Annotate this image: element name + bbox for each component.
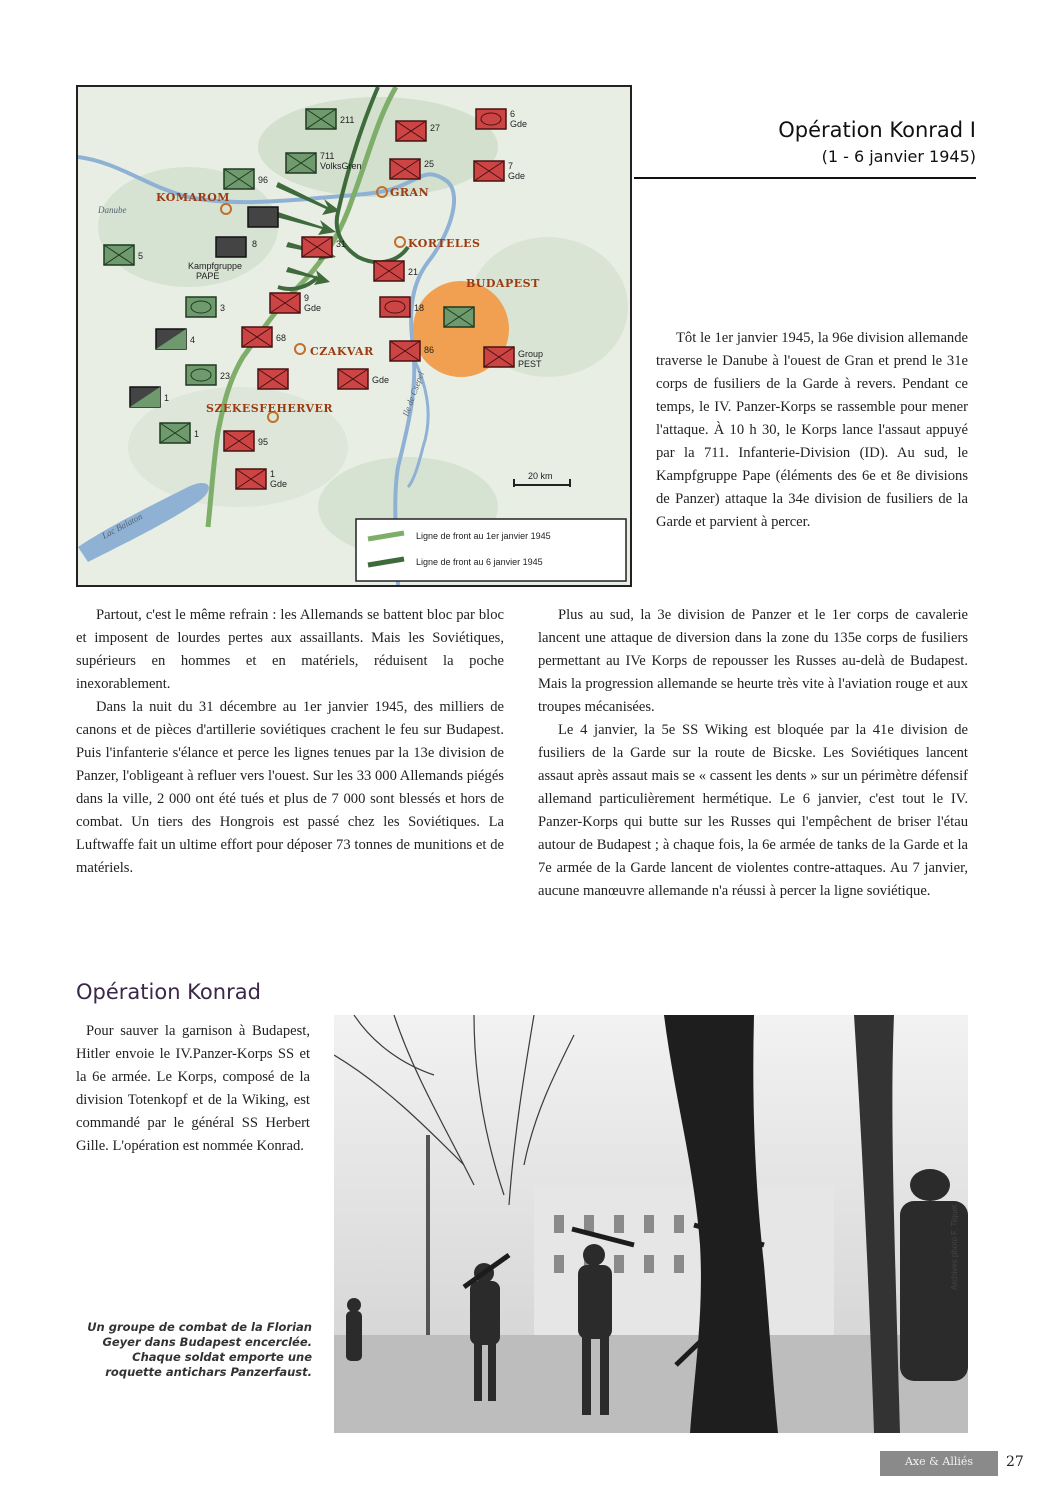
legend-line-1: Ligne de front au 1er janvier 1945 [416,531,551,541]
photo-credit: Archives photo F. Tiquet [950,1204,959,1290]
label-budapest: BUDAPEST [466,277,540,290]
svg-text:18: 18 [414,303,425,313]
label-lac-balaton: Lac Balaton [100,511,145,541]
photo-illustration [334,1015,968,1433]
svg-text:711: 711 [320,151,335,161]
photo-caption: Un groupe de combat de la Florian Geyer dans Budapest encerclée. Chaque soldat emporte une roquette antichars Panzerfaust. [87,1320,312,1379]
section-subtitle-konrad-1: (1 - 6 janvier 1945) [821,147,976,166]
svg-text:1: 1 [270,469,276,479]
section-title-konrad: Opération Konrad [76,980,261,1004]
svg-text:Gde: Gde [510,119,528,129]
svg-text:8: 8 [252,239,258,249]
svg-text:Gde: Gde [304,303,322,313]
svg-text:96: 96 [258,175,269,185]
label-komarom: KOMAROM [156,191,230,204]
svg-text:6: 6 [510,109,516,119]
svg-text:Gde: Gde [508,171,526,181]
svg-text:3: 3 [220,303,226,313]
section-title-konrad-1: Opération Konrad I [778,118,976,142]
svg-text:25: 25 [424,159,435,169]
text-column-right-top [656,327,968,534]
paragraph: Le 4 janvier, la 5e SS Wiking est bloquée par la 41e division de fusiliers de la Garde sur la route de Bicske. Les Soviétiques lancent assaut après assaut mais se « cassent les dents » sur un périmètre défensif allemand particulièrement hermétique. Le 6 janvier, c'est tout le IV. Panzer-Korps qui butte sur les Russes qui l'empêchent de briser l'étau autour de Budapest ; à chaque fois, la 6e armée de tanks de la Garde et la 7e armée de la Garde lancent de violentes contre-attaques. Au 7 janvier, aucune manœuvre allemande n'a réussi à percer la ligne soviétique. [538,722,968,899]
svg-text:95: 95 [258,437,269,447]
svg-text:21: 21 [408,267,419,277]
heading-rule [634,177,976,179]
svg-text:Kampfgruppe: Kampfgruppe [188,261,243,271]
paragraph: Dans la nuit du 31 décembre au 1er janvier 1945, des milliers de canons et de pièces d'artillerie soviétiques crachent le feu sur Budapest. Puis l'infanterie s'élance et perce les lignes tenues par la 13e division de Panzer, l'obligeant à refluer vers l'ouest. Sur les 33 000 Allemands piégés dans la ville, 2 000 ont été tués et plus de 7 000 sont blessés et hors de combat. Un tiers des Hongrois est passé chez les Soviétiques. La Luftwaffe fait un ultime effort pour déposer 73 tonnes de munitions et de matériels. [76,699,504,876]
paragraph: Partout, c'est le même refrain : les Allemands se battent bloc par bloc et imposent de lourdes pertes aux assaillants. Mais les Soviétiques, supérieurs en hommes et en matériels, réduisent la poche inexorablement. [76,607,504,692]
paragraph: Tôt le 1er janvier 1945, la 96e division allemande traverse le Danube à l'ouest de Gran et prend le 31e corps de fusiliers de la Garde à revers. Pendant ce temps, le IV. Panzer-Korps se rassemble pour mener l'attaque. À 10 h 30, le Korps lance l'assaut appuyé par la 711. Infanterie-Division (ID). Au sud, le Kampfgruppe Pape (éléments des 6e et 8e divisions de Panzer) attaque la 34e division de fusiliers de la Garde et parvient à percer. [656,330,968,530]
label-szekesfehervar: SZEKESFEHERVER [206,402,334,415]
text-column-konrad [76,1020,310,1158]
svg-text:Gde: Gde [372,375,390,385]
svg-text:Gde: Gde [270,479,288,489]
svg-text:7: 7 [508,161,514,171]
svg-text:86: 86 [424,345,435,355]
page-number: 27 [1006,1454,1024,1470]
paragraph: Pour sauver la garnison à Budapest, Hitler envoie le IV.Panzer-Korps SS et la 6e armée. Le Korps, composé de la division Totenkopf et de la Wiking, est commandé par le général SS Herbert Gille. L'opération est nommée Konrad. [76,1023,310,1154]
svg-text:4: 4 [190,335,196,345]
paragraph: Plus au sud, la 3e division de Panzer et le 1er corps de cavalerie lancent une attaque de diversion dans la zone du 135e corps de fusiliers permettant au IVe Korps de repousser les Russes au-delà de Budapest. Mais la progression allemande se heurte très vite à l'aviation rouge et aux troupes mécanisées. [538,607,968,715]
svg-text:68: 68 [276,333,287,343]
label-czakvar: CZAKVAR [310,345,374,358]
svg-text:PAPE: PAPE [196,271,220,281]
label-korteles: KORTELES [408,237,481,250]
map-legend [356,519,626,581]
label-danube: Danube [98,205,127,215]
svg-text:5: 5 [138,251,144,261]
soldiers-photo [334,1015,968,1433]
svg-text:1: 1 [164,393,170,403]
svg-text:1: 1 [194,429,200,439]
footer-magazine-label: Axe & Alliés [904,1455,974,1468]
svg-text:211: 211 [340,115,355,125]
svg-text:9: 9 [304,293,310,303]
map-svg [78,87,630,585]
label-gran: GRAN [390,186,430,199]
svg-text:Group: Group [518,349,544,359]
operation-map [76,85,632,587]
text-column-right [538,604,968,903]
svg-text:PEST: PEST [518,359,542,369]
legend-line-2: Ligne de front au 6 janvier 1945 [416,557,543,567]
map-scale: 20 km [528,471,553,481]
text-column-left [76,604,504,880]
label-csepel: Ile de Csepel [400,370,426,418]
svg-text:23: 23 [220,371,231,381]
svg-text:VolksGren: VolksGren [320,161,362,171]
svg-text:31: 31 [336,239,347,249]
svg-text:27: 27 [430,123,441,133]
